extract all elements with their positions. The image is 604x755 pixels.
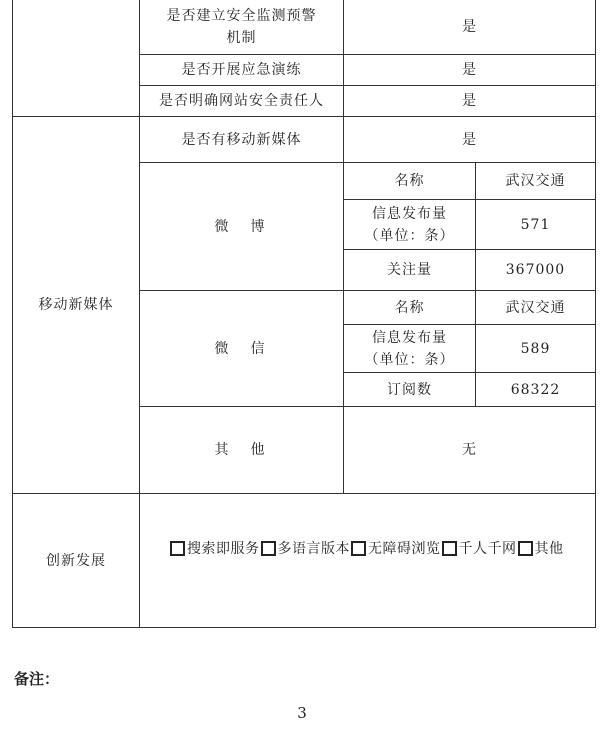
responsible-value: 是 (462, 93, 477, 109)
mobile-media-section-label: 移动新媒体 (38, 297, 114, 313)
wechat-label: 微 信 (214, 340, 269, 357)
wechat-subscribers-value: 68322 (510, 381, 561, 398)
monitoring-label-line1: 是否建立安全监测预警 (166, 8, 317, 24)
innovation-options (170, 538, 565, 558)
wechat-posts-label-line1: 信息发布量 (372, 329, 447, 346)
wechat-posts-value: 589 (520, 340, 551, 357)
drill-label: 是否开展应急演练 (181, 62, 302, 78)
table-border-bottom (12, 627, 596, 628)
weibo-posts-label-line2: （单位：条） (364, 227, 455, 244)
has-media-value: 是 (462, 131, 477, 148)
wechat-name-value: 武汉交通 (505, 299, 566, 316)
wechat-name-label: 名称 (394, 299, 425, 316)
weibo-followers-value: 367000 (505, 262, 566, 278)
checkbox-other[interactable] (518, 541, 533, 556)
table-border-right (595, 0, 596, 628)
weibo-followers-label: 关注量 (387, 262, 432, 278)
weibo-posts-label-line1: 信息发布量 (372, 205, 447, 222)
option-multilingual: 多语言版本 (277, 541, 350, 557)
option-other: 其他 (534, 541, 564, 557)
checkbox-personalized[interactable] (442, 541, 457, 556)
weibo-posts-value: 571 (520, 216, 551, 233)
drill-value: 是 (462, 62, 477, 78)
weibo-label: 微 博 (214, 218, 269, 235)
info-table (12, 0, 596, 628)
other-media-label: 其 他 (214, 442, 269, 458)
wechat-subscribers-label: 订阅数 (387, 381, 432, 398)
option-search-service: 搜索即服务 (187, 541, 260, 557)
weibo-posts-label (344, 200, 475, 249)
responsible-label: 是否明确网站安全责任人 (159, 93, 324, 109)
has-media-label: 是否有移动新媒体 (181, 131, 302, 148)
checkbox-accessibility[interactable] (351, 541, 366, 556)
checkbox-search-service[interactable] (170, 541, 185, 556)
remark-label: 备注： (14, 670, 60, 688)
option-accessibility: 无障碍浏览 (368, 541, 441, 557)
monitoring-label (140, 0, 343, 54)
wechat-posts-label-line2: （单位：条） (364, 351, 455, 368)
wechat-posts-label (344, 325, 475, 372)
weibo-name-label: 名称 (394, 173, 425, 189)
innovation-label: 创新发展 (46, 552, 106, 569)
weibo-name-value: 武汉交通 (505, 173, 566, 189)
checkbox-multilingual[interactable] (261, 541, 276, 556)
option-personalized: 千人千网 (458, 541, 517, 557)
page-number: 3 (297, 704, 307, 722)
other-media-value: 无 (462, 442, 477, 458)
monitoring-value: 是 (462, 19, 477, 35)
monitoring-label-line2: 机制 (226, 30, 257, 46)
